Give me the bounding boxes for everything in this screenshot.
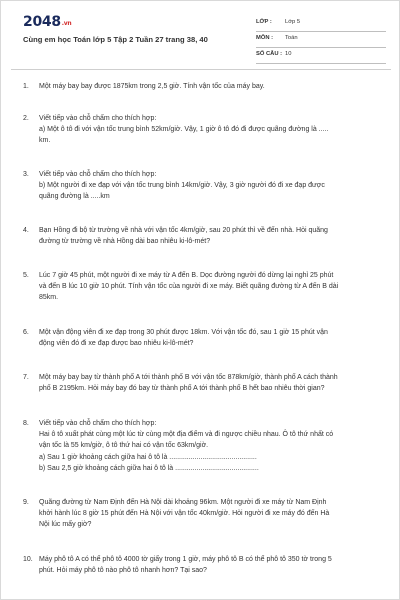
question-line: Một máy bay bay được 1875km trong 2,5 giờ. Tính vận tốc của máy bay.	[39, 83, 265, 90]
question-number: 10.	[23, 556, 33, 563]
question-text	[39, 554, 385, 576]
header-divider	[11, 69, 391, 70]
logo-text: 2048	[23, 14, 61, 30]
question-line: động viên đó đi xe đạp được bao nhiêu ki-lô-mét?	[39, 340, 194, 348]
question-line: b) Một người đi xe đạp với vận tốc trung bình 14km/giờ. Vậy, 3 giờ người đó đi xe đạp được	[39, 182, 325, 190]
info-value: 10	[285, 51, 292, 57]
info-value: Lớp 5	[285, 19, 301, 25]
question-text	[39, 372, 385, 394]
question-line: Viết tiếp vào chỗ chấm cho thích hợp:	[39, 171, 157, 178]
question-line: quãng đường là .....km	[39, 193, 110, 201]
question-line: 85km.	[39, 294, 59, 302]
info-table	[256, 16, 386, 64]
question-text	[39, 270, 385, 304]
question-number: 3.	[23, 171, 29, 178]
question-line: và đến B lúc 10 giờ 10 phút. Tính vận tốc của người đi xe máy. Biết quãng đường từ A đến B dài	[39, 283, 339, 291]
question-number: 7.	[23, 374, 29, 381]
page-title: Cùng em học Toán lớp 5 Tập 2 Tuần 27 trang 38, 40	[23, 35, 208, 44]
question-line: Một máy bay bay từ thành phố A tới thành phố B với vận tốc 878km/giờ, thành phố A cách thành	[39, 374, 338, 381]
question-line: Một vận động viên đi xe đạp trong 30 phút được 18km. Với vận tốc đó, sau 1 giờ 15 phút vận	[39, 329, 328, 336]
info-row-count	[256, 48, 386, 64]
question-text	[39, 169, 385, 203]
question-line: vận tốc là 55 km/giờ, ô tô thứ hai có vận tốc 63km/giờ.	[39, 442, 209, 450]
info-label: SỐ CÂU :	[256, 51, 283, 57]
question-line: Máy phô tô A có thể phô tô 4000 tờ giấy trong 1 giờ, máy phô tô B có thể phô tô 350 tờ trong 5	[39, 556, 332, 563]
question-line: Quãng đường từ Nam Định đến Hà Nội dài khoảng 96km. Một người đi xe máy từ Nam Định	[39, 499, 327, 506]
info-row-subject	[256, 32, 386, 48]
question-text	[39, 81, 385, 92]
question-line: Viết tiếp vào chỗ chấm cho thích hợp:	[39, 115, 157, 122]
info-value: Toán	[285, 35, 298, 41]
logo-suffix: .vn	[61, 20, 72, 27]
question-line: Viết tiếp vào chỗ chấm cho thích hợp:	[39, 420, 157, 427]
question-line: a) Một ô tô đi với vận tốc trung bình 52km/giờ. Vậy, 1 giờ ô tô đó đi được quãng đường là .....	[39, 126, 329, 134]
question-line: phút. Hỏi máy phô tô nào phô tô nhanh hơn? Tại sao?	[39, 567, 207, 575]
question-number: 5.	[23, 272, 29, 279]
question-number: 6.	[23, 329, 29, 336]
question-line: km.	[39, 137, 51, 145]
question-text	[39, 497, 385, 531]
site-logo[interactable]	[23, 14, 71, 30]
question-line: Nội lúc mấy giờ?	[39, 521, 92, 529]
question-text	[39, 113, 385, 147]
question-number: 9.	[23, 499, 29, 506]
question-line: phố B 2195km. Hỏi máy bay đó bay từ thành phố A tới thành phố B hết bao nhiêu thời gian?	[39, 385, 325, 393]
question-text	[39, 418, 385, 474]
question-text	[39, 327, 385, 349]
question-number: 1.	[23, 83, 29, 90]
question-number: 8.	[23, 420, 29, 427]
info-label: MÔN :	[256, 35, 274, 41]
question-text	[39, 225, 385, 247]
question-line: Bạn Hồng đi bộ từ trường về nhà với vận tốc 4km/giờ, sau 20 phút thì về đến nhà. Hỏi quãng	[39, 227, 328, 234]
question-number: 4.	[23, 227, 29, 234]
question-line: Hai ô tô xuất phát cùng một lúc từ cùng một địa điểm và đi ngược chiều nhau. Ô tô thứ nhất có	[39, 431, 334, 439]
question-line: a) Sau 1 giờ khoảng cách giữa hai ô tô là .............................................	[39, 453, 257, 461]
question-number: 2.	[23, 115, 29, 122]
question-line: b) Sau 2,5 giờ khoảng cách giữa hai ô tô là ...........................................	[39, 464, 259, 472]
worksheet-header	[1, 1, 400, 69]
question-line: khởi hành lúc 8 giờ 15 phút đến Hà Nội với vận tốc 40km/giờ. Hỏi người đi xe máy đó đến Hà	[39, 510, 330, 518]
info-row-class	[256, 16, 386, 32]
question-line: đường từ trường về nhà Hồng dài bao nhiêu ki-lô-mét?	[39, 238, 211, 246]
info-label: LỚP :	[256, 19, 272, 25]
question-line: Lúc 7 giờ 45 phút, một người đi xe máy từ A đến B. Dọc đường người đó dừng lại nghỉ 25 phút	[39, 272, 334, 279]
